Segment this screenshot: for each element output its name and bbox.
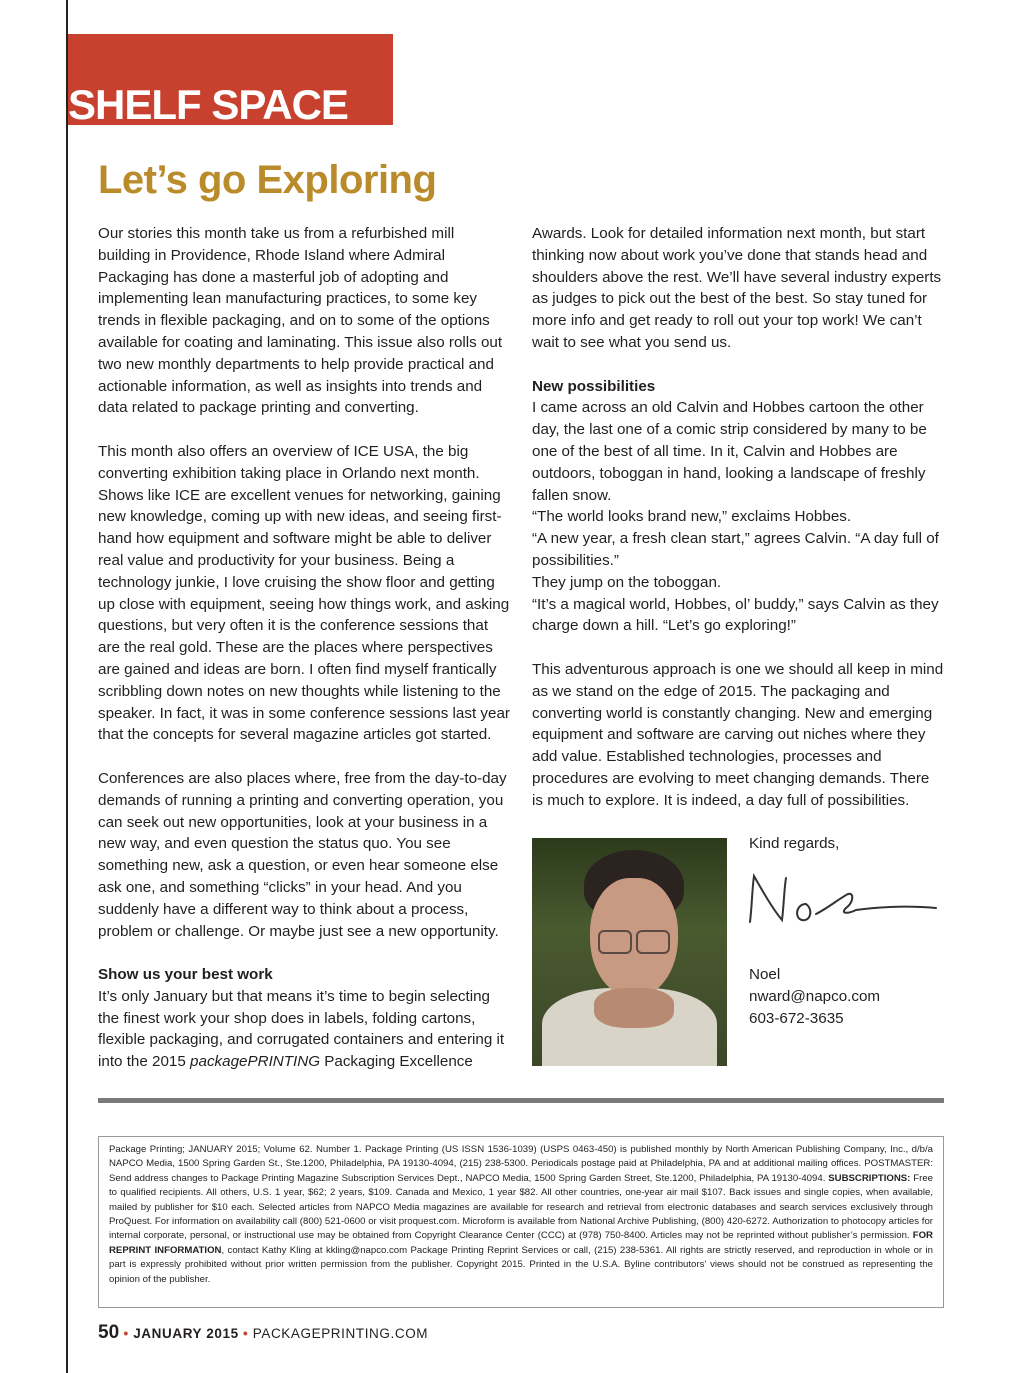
body-paragraph: This adventurous approach is one we should all keep in mind as we stand on the edge of 2015. The packaging and converting world is constantly changing. New and emerging equipment and software are carving out niches where they add value. Established technologies, processes and procedures are evolving to meet changing demands. There is much to explore. It is indeed, a day full of possibilities.: [532, 660, 944, 809]
quote-line: “It’s a magical world, Hobbes, ol’ buddy,” says Calvin as they charge down a hill. “Let’s go exploring!”: [532, 595, 939, 635]
section-divider: [98, 1098, 944, 1103]
body-paragraph: This month also offers an overview of ICE USA, the big converting exhibition taking place in Orlando next month. Shows like ICE are excellent venues for networking, gaining new knowledge, coming up with new ideas, and seeing first-hand how equipment and software might be able to deliver real value and productivity for your business. Being a technology junkie, I love cruising the show floor and getting up close with equipment, seeing how things work, and asking questions, but very often it is the conference sessions that are the real gold. These are the places where perspectives are gained and ideas are born. I often find myself frantically scribbling down notes on new thoughts while listening to the speaker. In fact, it was in some conference sessions last year that the concepts for several magazine articles got started.: [98, 442, 510, 744]
page-footer: [98, 1322, 428, 1344]
contact-block: [749, 964, 880, 1029]
left-column: [98, 223, 510, 1073]
signature-image: [744, 868, 944, 932]
page-number: 50: [98, 1322, 120, 1343]
closing-text: Kind regards,: [749, 835, 840, 852]
body-paragraph: Our stories this month take us from a refurbished mill building in Providence, Rhode Island where Admiral Packaging has done a masterful job of adopting and implementing lean manufacturing practices, to some key trends in flexible packaging, and on to some of the options available for coating and laminating. This issue also rolls out two new monthly departments to help provide practical and actionable information, as well as insights into trends and data related to package printing and converting.: [98, 225, 503, 417]
subhead-new-possibilities: New possibilities: [532, 377, 656, 395]
page-edge-rule: [66, 0, 68, 1373]
subhead-show-us: Show us your best work: [98, 966, 273, 984]
paragraph-text: It’s only January but that means it’s time to begin selecting the finest work your shop does in labels, folding cartons, flexible packaging, and corrugated containers and entering it into the 2015: [98, 987, 505, 1071]
right-column: [532, 223, 944, 812]
masthead-bold-label: SUBSCRIPTIONS:: [828, 1172, 911, 1184]
separator-dot: •: [243, 1326, 249, 1341]
magazine-name: packagePRINTING: [190, 1053, 321, 1071]
body-paragraph: I came across an old Calvin and Hobbes cartoon the other day, the last one of a comic strip considered by many to be one of the best of all time. In it, Calvin and Hobbes are outdoors, toboggan in hand, looking a landscape of freshly fallen snow.: [532, 399, 927, 504]
body-paragraph: Awards. Look for detailed information next month, but start thinking now about work you’ve done that stands head and shoulders above the rest. We’ll have several industry experts as judges to pick out the best of the best. So stay tuned for more info and get ready to roll out your top work! We can’t wait to see what you send us.: [532, 225, 942, 351]
author-name: Noel: [749, 966, 781, 983]
quote-line: “The world looks brand new,” exclaims Hobbes.: [532, 508, 852, 526]
masthead-text: , contact Kathy Kling at kkling@napco.com Package Printing Reprint Services or call, (215) 238-5361. All rights are strictly reserved, and reproduction in whole or in part is expressly prohibited without prior written permission from the publisher. Copyright 2015. Printed in the U.S.A. Byline contributors’ views should not be construed as representing the opinion of the publisher.: [109, 1244, 933, 1285]
section-label: SHELF SPACE: [68, 81, 348, 128]
quote-line: They jump on the toboggan.: [532, 573, 722, 591]
author-phone: 603-672-3635: [749, 1009, 844, 1027]
paragraph-text: Packaging Excellence: [320, 1053, 473, 1071]
quote-line: “A new year, a fresh clean start,” agrees Calvin. “A day full of possibilities.”: [532, 530, 939, 569]
masthead-text: Free to qualified recipients. All others, U.S. 1 year, $62; 2 years, $109. Canada and Mexico, 1 year $82. All other countries, one-year air mail $107. Back issues and single copies, when available, mailed by publisher for $10 each. Selected articles from NAPCO Media magazines are available for research and retrieval from electronic databases and search services exclusively through ProQuest. For information on availability call (800) 521-0600 or visit proquest.com. Microform is available from National Archive Publishing, (800) 420-6272. Authorization to photocopy articles for internal corporate, personal, or instructional use may be obtained from Copyright Clearance Center (CCC) at (978) 750-8400. Articles may not be reprinted without publisher’s permission.: [109, 1172, 933, 1242]
article-headline: Let’s go Exploring: [98, 158, 437, 202]
body-paragraph: Conferences are also places where, free from the day-to-day demands of running a printing and converting operation, you can seek out new opportunities, look at your business in a new way, and even question the status quo. You see something new, ask a question, or even hear someone else ask one, and something “clicks” in your head. And you suddenly have a different way to think about a process, problem or challenge. Or maybe just see a new opportunity.: [98, 769, 507, 940]
author-email: nward@napco.com: [749, 987, 881, 1005]
body-paragraph: [98, 986, 510, 1073]
website: PACKAGEPRINTING.COM: [252, 1326, 429, 1341]
masthead-bold-label: FOR REPRINT INFORMATION: [109, 1230, 933, 1256]
masthead-notice: [98, 1136, 944, 1308]
separator-dot: •: [123, 1326, 129, 1341]
author-photo: [532, 838, 727, 1066]
issue-date: JANUARY 2015: [133, 1326, 239, 1341]
masthead-text: Package Printing; JANUARY 2015; Volume 62. Number 1. Package Printing (US ISSN 1536-1039) (USPS 0463-450) is published monthly by North American Publishing Company, Inc., d/b/a NAPCO Media, 1500 Spring Garden St., Ste.1200, Philadelphia, PA 19130-4094, (215) 238-5300. Periodicals postage paid at Philadelphia, PA and at additional mailing offices. POSTMASTER: Send address changes to Package Printing Magazine Subscription Services Dept., NAPCO Media, 1500 Spring Garden Street, Ste.1200, Philadelphia, PA 19130-4094.: [109, 1144, 933, 1184]
